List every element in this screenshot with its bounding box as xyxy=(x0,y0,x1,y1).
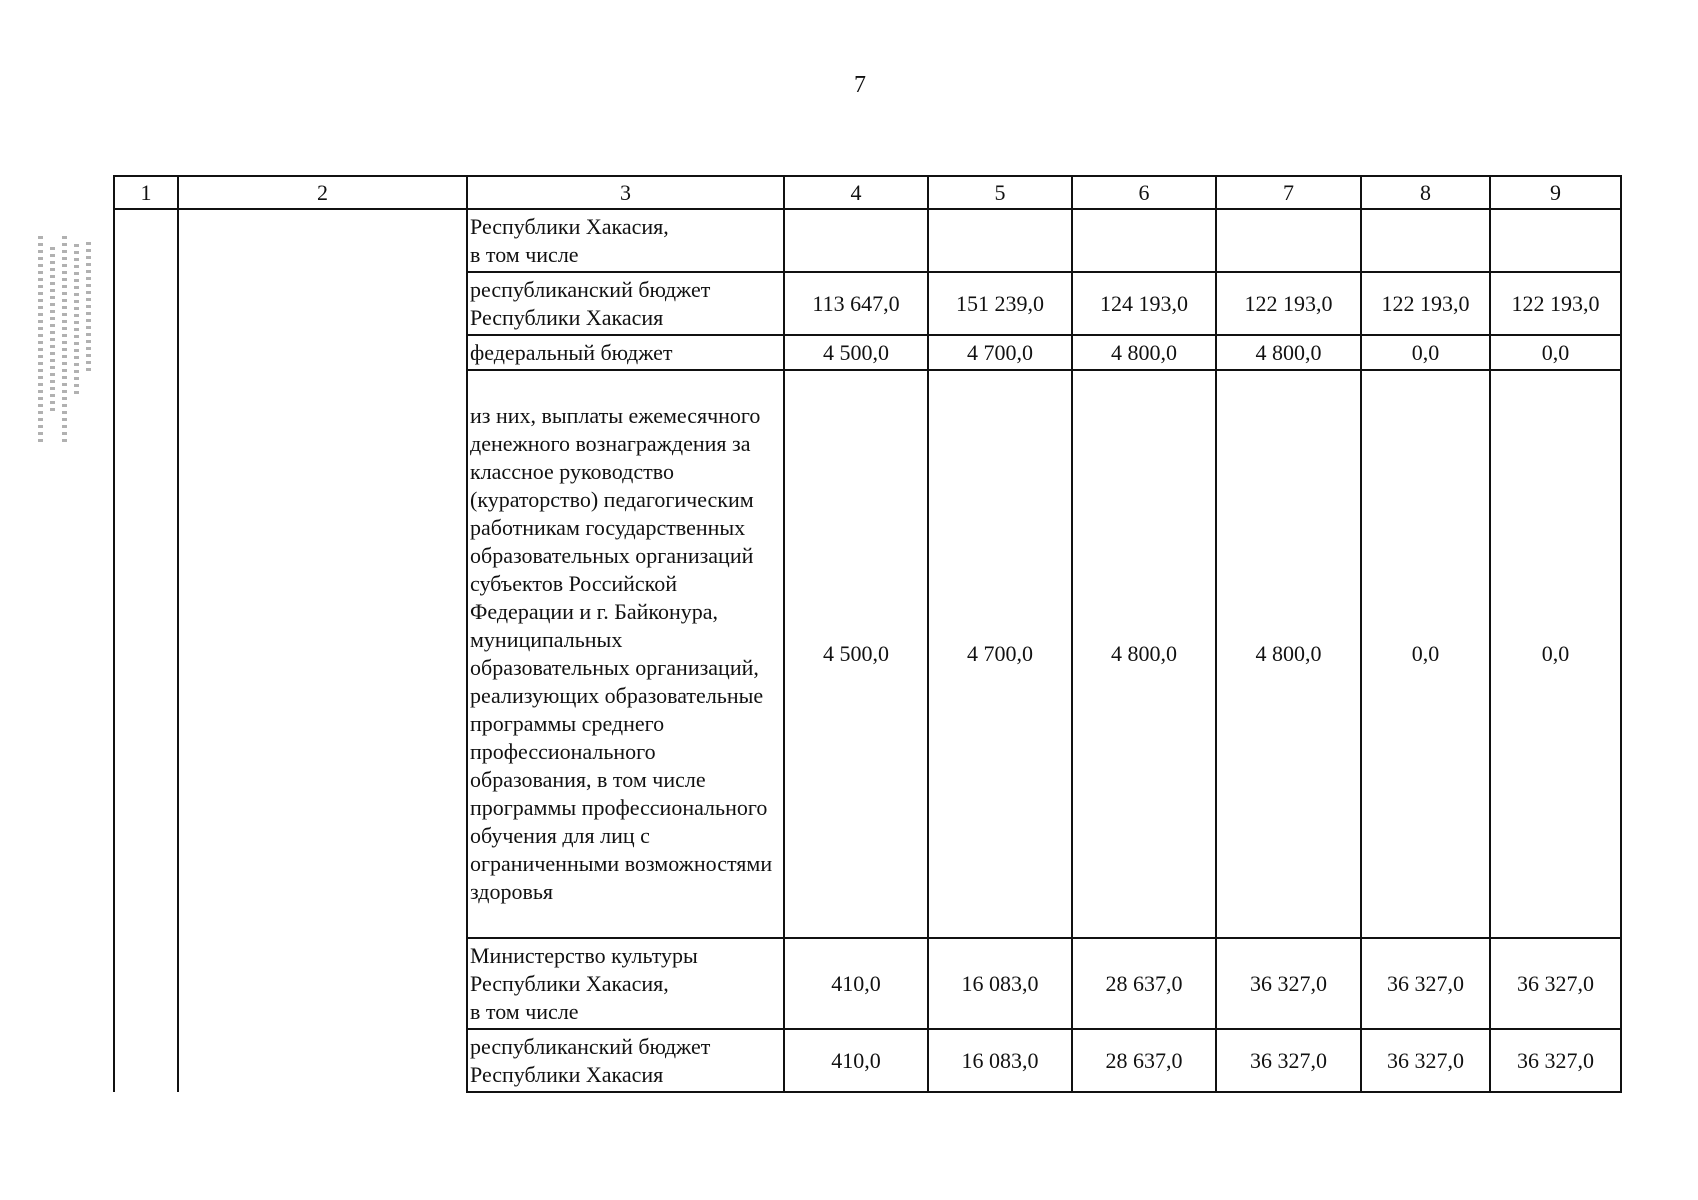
value-cell: 28 637,0 xyxy=(1072,1029,1216,1092)
header-cell: 1 xyxy=(114,176,178,209)
header-cell: 4 xyxy=(784,176,928,209)
value-cell: 36 327,0 xyxy=(1216,1029,1361,1092)
value-cell: 16 083,0 xyxy=(928,1029,1072,1092)
header-cell: 3 xyxy=(467,176,784,209)
value-cell: 4 800,0 xyxy=(1072,370,1216,938)
header-cell: 2 xyxy=(178,176,467,209)
value-cell: 0,0 xyxy=(1361,370,1490,938)
value-cell: 0,0 xyxy=(1490,370,1621,938)
row-label: Министерство культуры Республики Хакасия, в том числе xyxy=(467,938,784,1029)
value-cell xyxy=(1072,209,1216,272)
value-cell: 36 327,0 xyxy=(1216,938,1361,1029)
value-cell: 28 637,0 xyxy=(1072,938,1216,1029)
value-cell: 4 500,0 xyxy=(784,370,928,938)
column-2-cell xyxy=(178,209,467,1092)
value-cell: 36 327,0 xyxy=(1490,938,1621,1029)
value-cell: 124 193,0 xyxy=(1072,272,1216,335)
value-cell xyxy=(928,209,1072,272)
value-cell xyxy=(1216,209,1361,272)
page-number: 7 xyxy=(854,72,866,98)
value-cell: 122 193,0 xyxy=(1490,272,1621,335)
header-cell: 6 xyxy=(1072,176,1216,209)
value-cell: 4 700,0 xyxy=(928,335,1072,370)
value-cell: 0,0 xyxy=(1361,335,1490,370)
header-cell: 5 xyxy=(928,176,1072,209)
header-cell: 7 xyxy=(1216,176,1361,209)
row-label: республиканский бюджет Республики Хакасия xyxy=(467,272,784,335)
side-stamp-mark xyxy=(36,236,92,446)
value-cell: 122 193,0 xyxy=(1216,272,1361,335)
row-label: из них, выплаты ежемесячного денежного вознаграждения за классное руководство (кураторство) педагогическим работникам государственных образовательных организаций субъектов Российской Федерации и г. Байконура, муниципальных образовательных организаций, реализующих образовательные программы среднего профессионального образования, в том числе программы профессионального обучения для лиц с ограниченными возможностями здоровья xyxy=(467,370,784,938)
value-cell: 122 193,0 xyxy=(1361,272,1490,335)
row-label: республиканский бюджет Республики Хакасия xyxy=(467,1029,784,1092)
table-row xyxy=(114,209,1621,272)
budget-table xyxy=(113,175,1622,1093)
value-cell: 410,0 xyxy=(784,1029,928,1092)
value-cell: 0,0 xyxy=(1490,335,1621,370)
header-row xyxy=(114,176,1621,209)
value-cell: 4 700,0 xyxy=(928,370,1072,938)
value-cell: 410,0 xyxy=(784,938,928,1029)
value-cell: 36 327,0 xyxy=(1361,1029,1490,1092)
header-cell: 9 xyxy=(1490,176,1621,209)
column-1-cell xyxy=(114,209,178,1092)
header-cell: 8 xyxy=(1361,176,1490,209)
value-cell xyxy=(1361,209,1490,272)
value-cell: 36 327,0 xyxy=(1490,1029,1621,1092)
value-cell: 4 500,0 xyxy=(784,335,928,370)
value-cell: 113 647,0 xyxy=(784,272,928,335)
value-cell xyxy=(784,209,928,272)
value-cell: 36 327,0 xyxy=(1361,938,1490,1029)
value-cell: 4 800,0 xyxy=(1216,335,1361,370)
row-label: Республики Хакасия, в том числе xyxy=(467,209,784,272)
value-cell: 4 800,0 xyxy=(1216,370,1361,938)
value-cell: 151 239,0 xyxy=(928,272,1072,335)
value-cell: 16 083,0 xyxy=(928,938,1072,1029)
value-cell xyxy=(1490,209,1621,272)
row-label: федеральный бюджет xyxy=(467,335,784,370)
value-cell: 4 800,0 xyxy=(1072,335,1216,370)
